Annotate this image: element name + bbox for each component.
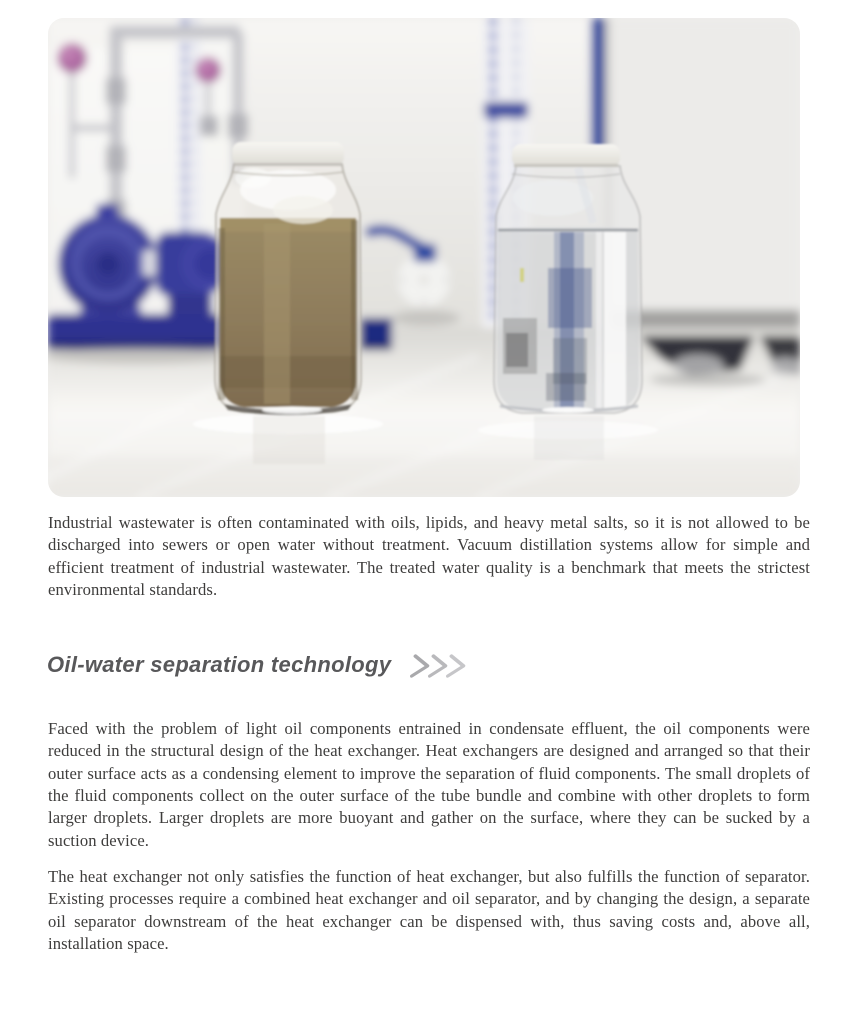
photo-background <box>48 18 800 497</box>
article-page <box>0 18 859 955</box>
valve-knob-icon <box>57 43 87 73</box>
jar-lid <box>512 144 620 167</box>
wastewater-comparison-photo <box>48 18 800 497</box>
section-title: Oil-water separation technology <box>47 652 392 678</box>
dirty-water-jar <box>215 142 361 415</box>
body-paragraph-1: Faced with the problem of light oil components entrained in condensate effluent, the oil components were reduced in the structural design of the heat exchanger. Heat exchangers are designed and arranged so that their outer surface acts as a condensing element to improve the separation of fluid components. The small droplets of the fluid components collect on the outer surface of the tube bundle and combine with other droplets to form larger droplets. Larger droplets are more buoyant and gather on the surface, where they can be sucked by a suction device. <box>48 719 810 850</box>
valve-knob-icon <box>195 57 221 83</box>
photo-canvas <box>48 18 800 497</box>
jar-lid <box>232 142 344 166</box>
clear-water-jar <box>494 144 642 413</box>
section-heading-row <box>47 650 859 680</box>
blue-pipe <box>591 18 605 160</box>
body-paragraph-2: The heat exchanger not only satisfies the function of heat exchanger, but also fulfills the function of separator. Existing processes require a combined heat exchanger and oil separator, and by changing the design, a separate oil separator downstream of the heat exchanger can be dispensed with, thus saving costs and, above all, installation space. <box>48 866 810 953</box>
intro-paragraph: Industrial wastewater is often contaminated with oils, lipids, and heavy metal salts, so it is not allowed to be discharged into sewers or open water without treatment. Vacuum distillation systems allow for simple and efficient treatment of industrial wastewater. The treated water quality is a benchmark that meets the strictest environmental standards. <box>48 513 810 599</box>
chevrons-icon <box>406 652 470 680</box>
